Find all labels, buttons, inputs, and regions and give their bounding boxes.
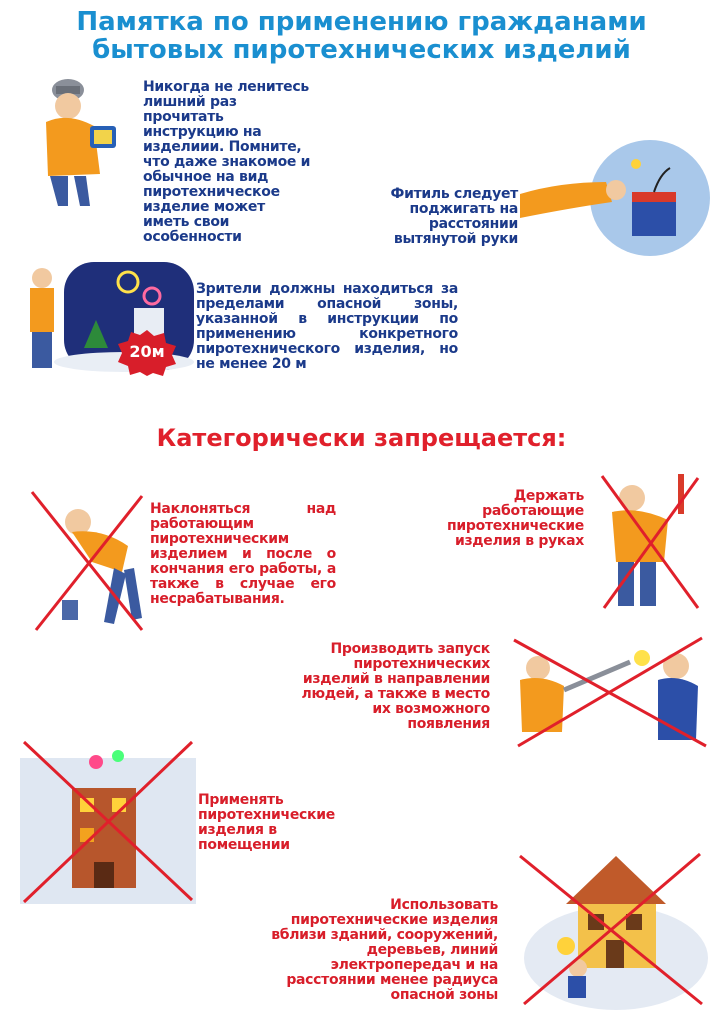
rule-2-text: Фитиль следует поджигать на расстоянии вытянутой руки (390, 186, 518, 247)
prohibited-heading: Категорически запрещается: (156, 424, 567, 452)
prohibition-5-text: Использовать пиротехнические изделия вблизи зданий, сооружений, деревьев, линий электропередач и на расстоянии менее радиуса опасной зоны (271, 897, 498, 1003)
prohibition-3-text: Производить запуск пиротехнических изделий в направлении людей, а также в место их возможного появления (301, 641, 490, 732)
rule-1-text: Никогда не ленитесь лишний раз прочитать инструкцию на изделиии. Помните, что даже знакомое и обычное на вид пиротехническое изделие может иметь свои особенности (143, 79, 311, 245)
hand-lighting-fuse-icon (520, 138, 710, 258)
man-holding-firework-icon (598, 470, 702, 610)
man-leaning-over-firework-icon (32, 492, 144, 632)
page-title (0, 8, 723, 64)
firework-near-house-icon (506, 848, 706, 1008)
prohibition-2-text: Держать работающие пиротехнические изделия в руках (447, 488, 584, 549)
rule-3-text: Зрители должны находиться за пределами опасной зоны, указанной в инструкции по применению конкретного пиротехнического изделия, но не менее 20 м (196, 281, 458, 372)
prohibition-4-text: Применять пиротехнические изделия в помещении (198, 792, 335, 853)
danger-zone-badge-label: 20м (129, 342, 165, 361)
firework-aimed-at-person-icon (512, 636, 708, 748)
prohibition-1-text: Наклоняться над работающим пиротехническим изделием и после о кончания его работы, а также в случае его несрабатывания. (150, 501, 336, 607)
title-line-1: Памятка по применению гражданами (76, 7, 647, 37)
title-line-2: бытовых пиротехнических изделий (92, 35, 631, 65)
burning-building-icon (20, 738, 196, 904)
man-reading-instructions-icon (28, 76, 140, 211)
